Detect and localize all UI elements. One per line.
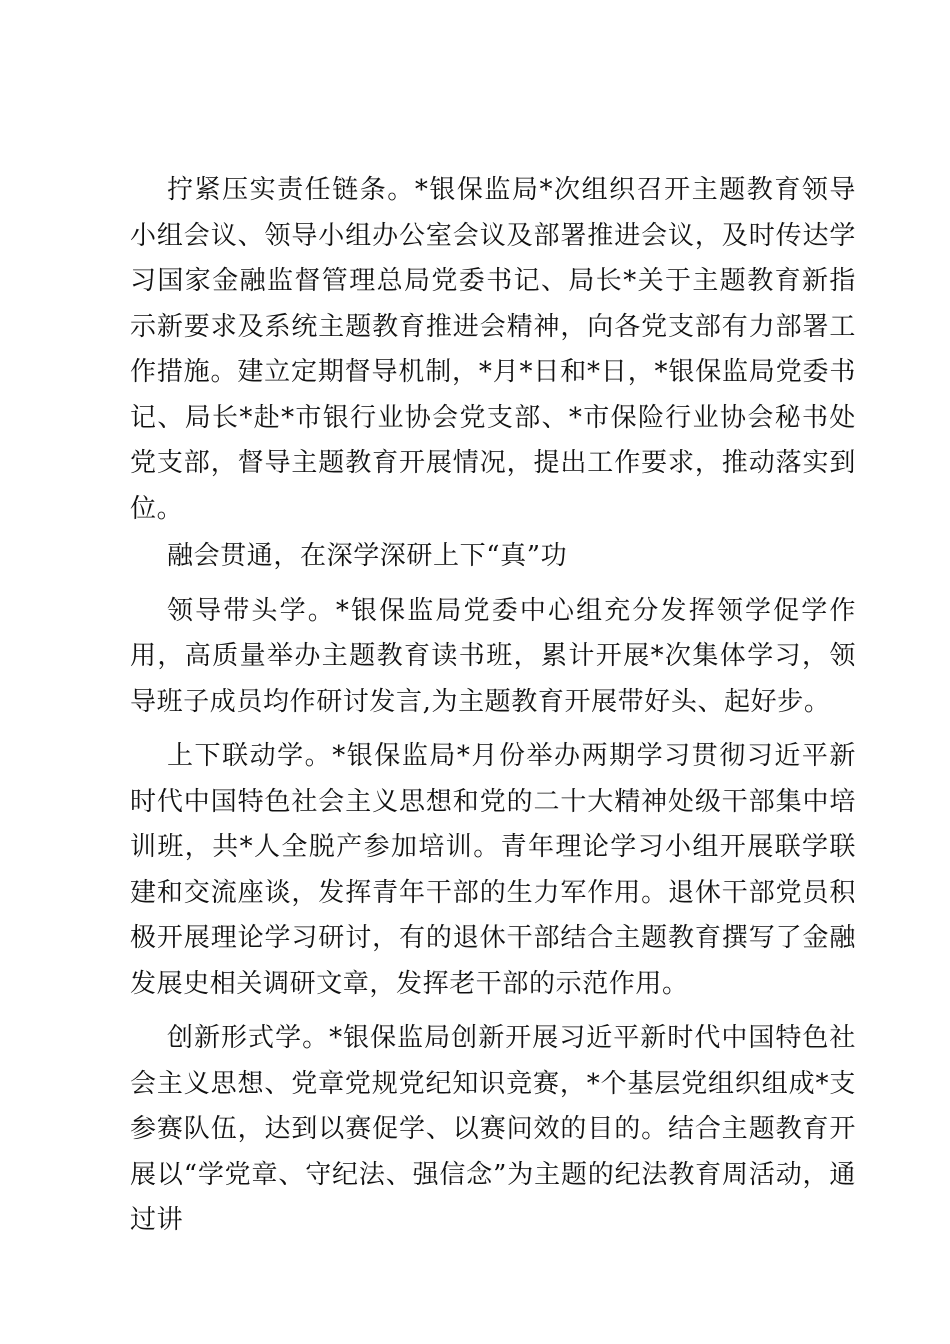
paragraph-responsibility-chain: 拧紧压实责任链条。*银保监局*次组织召开主题教育领导小组会议、领导小组办公室会议及部署推进会议，及时传达学习国家金融监督管理总局党委书记、局长*关于主题教育新指示新要求及系统主题教育推进会精神，向各党支部有力部署工作措施。建立定期督导机制，*月*日和*日，*银保监局党委书记、局长*赴*市银行业协会党支部、*市保险行业协会秘书处党支部，督导主题教育开展情况，提出工作要求，推动落实到位。: [130, 175, 856, 524]
paragraph-linked-study: 上下联动学。*银保监局*月份举办两期学习贯彻习近平新时代中国特色社会主义思想和党的二十大精神处级干部集中培训班，共*人全脱产参加培训。青年理论学习小组开展联学联建和交流座谈，发挥青年干部的生力军作用。退休干部党员积极开展理论学习研讨，有的退休干部结合主题教育撰写了金融发展史相关调研文章，发挥老干部的示范作用。: [130, 741, 856, 999]
paragraph-leaders-study: 领导带头学。*银保监局党委中心组充分发挥领学促学作用，高质量举办主题教育读书班，累计开展*次集体学习，领导班子成员均作研讨发言,为主题教育开展带好头、起好步。: [130, 595, 856, 717]
paragraph-innovative-study: 创新形式学。*银保监局创新开展习近平新时代中国特色社会主义思想、党章党规党纪知识竞赛，*个基层党组织组成*支参赛队伍，达到以赛促学、以赛问效的目的。结合主题教育开展以“学党章、守纪法、强信念”为主题的纪法教育周活动，通过讲: [130, 1023, 856, 1235]
section-heading: 融会贯通，在深学深研上下“真”功: [167, 541, 568, 571]
document-body: [130, 168, 856, 1244]
